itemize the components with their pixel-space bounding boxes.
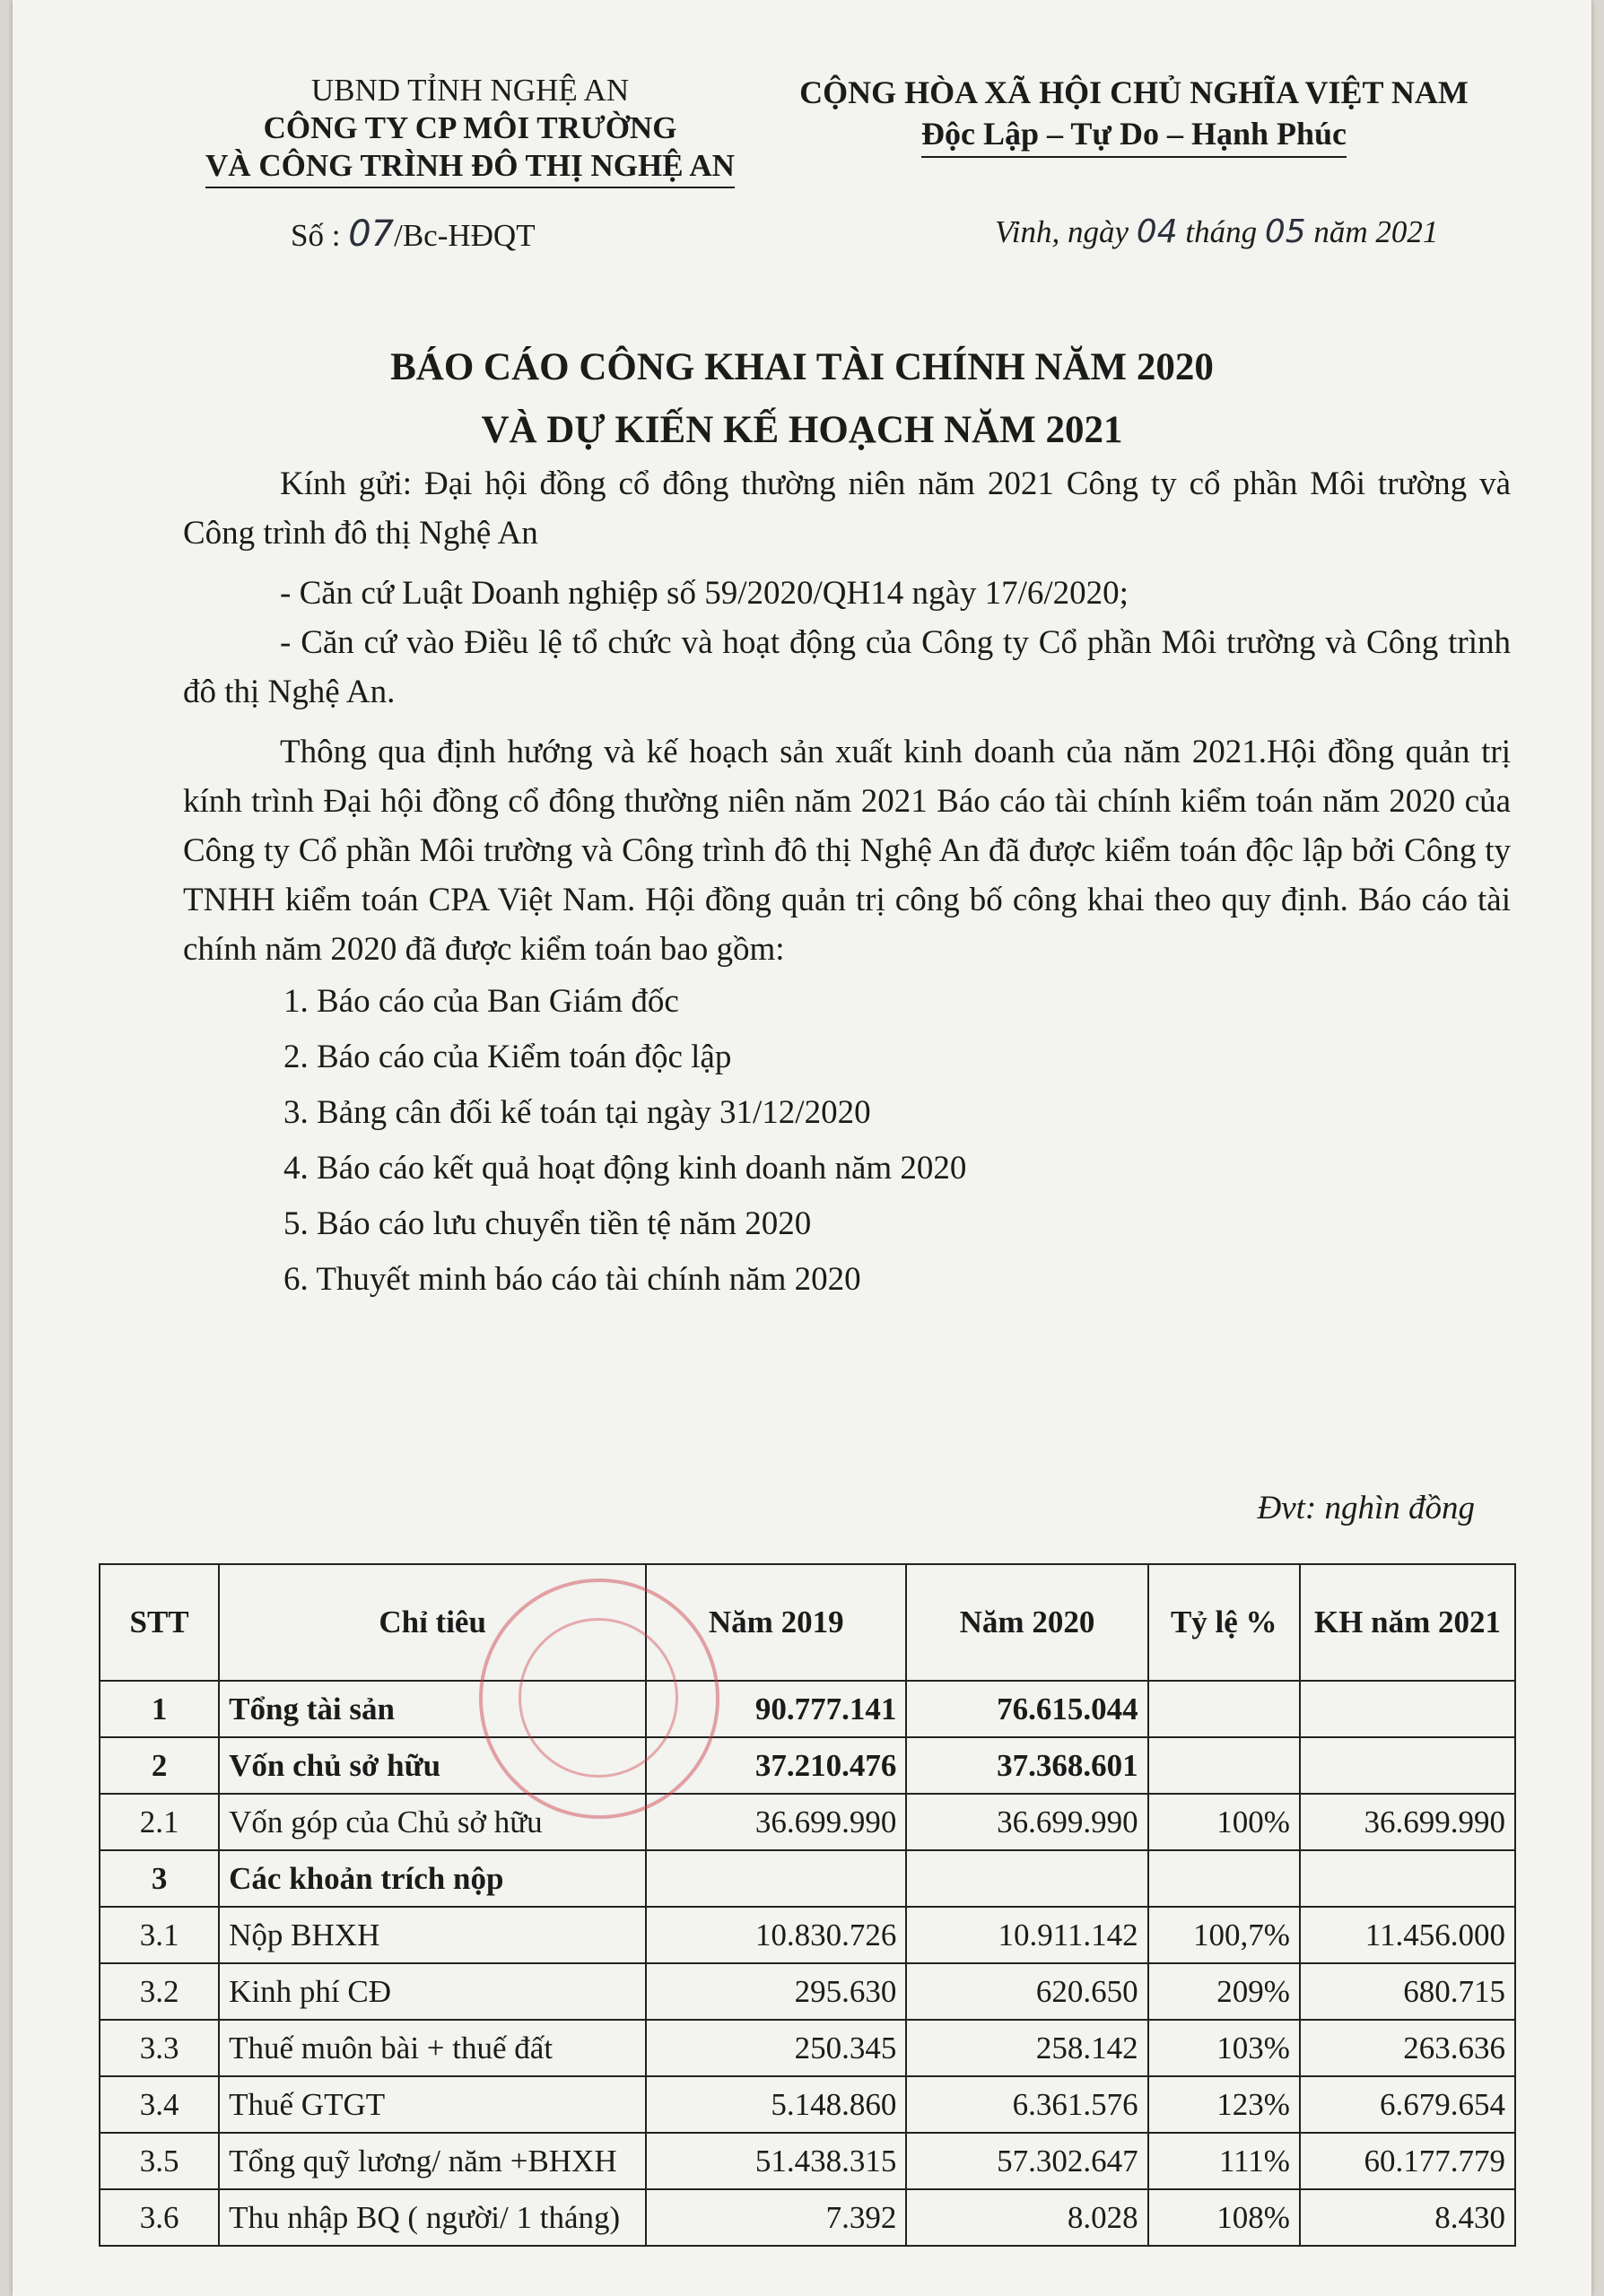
header-indicator: Chỉ tiêu	[219, 1564, 646, 1681]
cell-stt: 2	[100, 1737, 219, 1794]
main-paragraph: Thông qua định hướng và kế hoạch sản xuất kinh doanh của năm 2021.Hội đồng quản trị kính trình Đại hội đồng cổ đông thường niên năm 2021 Báo cáo tài chính kiểm toán năm 2020 của Công ty Cổ phần Môi trường và Công trình đô thị Nghệ An đã được kiểm toán độc lập bởi Công ty TNHH kiểm toán CPA Việt Nam. Hội đồng quản trị công bố công khai theo quy định. Báo cáo tài chính năm 2020 đã được kiểm toán bao gồm:	[183, 734, 1511, 968]
cell-2020	[906, 1850, 1147, 1907]
cell-plan	[1300, 1681, 1515, 1737]
national-header	[757, 72, 1511, 158]
header-plan-2021: KH năm 2021	[1300, 1564, 1515, 1681]
cell-stt: 3.1	[100, 1907, 219, 1963]
cell-2020: 57.302.647	[906, 2133, 1147, 2189]
cell-2020: 76.615.044	[906, 1681, 1147, 1737]
table-row	[100, 2020, 1515, 2076]
company-seal-stamp	[479, 1578, 719, 1819]
cell-plan: 36.699.990	[1300, 1794, 1515, 1850]
header-year-2019: Năm 2019	[646, 1564, 906, 1681]
cell-2020: 10.911.142	[906, 1907, 1147, 1963]
table-header-row	[100, 1564, 1515, 1681]
date-part-b: tháng	[1185, 214, 1258, 249]
list-item: 4. Báo cáo kết quả hoạt động kinh doanh năm 2020	[283, 1150, 967, 1187]
salutation: Kính gửi: Đại hội đồng cổ đông thường niên năm 2021 Công ty cổ phần Môi trường và Công trình đô thị Nghệ An	[183, 465, 1511, 552]
cell-2019	[646, 1850, 906, 1907]
cell-2020: 6.361.576	[906, 2076, 1147, 2133]
cell-stt: 1	[100, 1681, 219, 1737]
list-item: 5. Báo cáo lưu chuyển tiền tệ năm 2020	[283, 1205, 812, 1242]
legal-basis-2: - Căn cứ vào Điều lệ tổ chức và hoạt động của Công ty Cổ phần Môi trường và Công trình đô thị Nghệ An.	[183, 624, 1511, 710]
cell-plan: 680.715	[1300, 1963, 1515, 2020]
cell-stt: 3.4	[100, 2076, 219, 2133]
cell-2019: 36.699.990	[646, 1794, 906, 1850]
cell-ratio: 123%	[1148, 2076, 1300, 2133]
cell-ratio: 209%	[1148, 1963, 1300, 2020]
table-row	[100, 1963, 1515, 2020]
cell-2019: 7.392	[646, 2189, 906, 2246]
issuer-block	[192, 72, 748, 188]
cell-2019: 10.830.726	[646, 1907, 906, 1963]
date-part-a: Vinh, ngày	[995, 214, 1129, 249]
table-row	[100, 1850, 1515, 1907]
table-row	[100, 1681, 1515, 1737]
cell-plan: 11.456.000	[1300, 1907, 1515, 1963]
national-motto: Độc Lập – Tự Do – Hạnh Phúc	[921, 113, 1347, 158]
issue-date	[995, 213, 1438, 250]
cell-2019: 295.630	[646, 1963, 906, 2020]
cell-2020: 620.650	[906, 1963, 1147, 2020]
cell-stt: 3.3	[100, 2020, 219, 2076]
report-body	[183, 459, 1511, 1308]
cell-ratio: 100%	[1148, 1794, 1300, 1850]
cell-ratio	[1148, 1737, 1300, 1794]
table-row	[100, 2133, 1515, 2189]
doc-no-prefix: Số :	[291, 218, 341, 253]
cell-ratio: 108%	[1148, 2189, 1300, 2246]
table-row	[100, 2076, 1515, 2133]
cell-stt: 3.6	[100, 2189, 219, 2246]
cell-2020: 258.142	[906, 2020, 1147, 2076]
report-contents-list	[183, 974, 1511, 1308]
date-day-handwritten: 04	[1136, 213, 1178, 250]
cell-plan	[1300, 1737, 1515, 1794]
cell-2019: 5.148.860	[646, 2076, 906, 2133]
cell-ratio: 100,7%	[1148, 1907, 1300, 1963]
cell-indicator: Vốn góp của Chủ sở hữu	[219, 1794, 646, 1850]
unit-note: Đvt: nghìn đồng	[1257, 1490, 1475, 1526]
cell-indicator: Vốn chủ sở hữu	[219, 1737, 646, 1794]
table-row	[100, 1737, 1515, 1794]
cell-ratio: 111%	[1148, 2133, 1300, 2189]
legal-basis-1: - Căn cứ Luật Doanh nghiệp số 59/2020/QH14 ngày 17/6/2020;	[280, 575, 1129, 612]
date-month-handwritten: 05	[1264, 213, 1306, 250]
header-year-2020: Năm 2020	[906, 1564, 1147, 1681]
list-item: 1. Báo cáo của Ban Giám đốc	[283, 983, 679, 1020]
cell-stt: 3	[100, 1850, 219, 1907]
cell-ratio	[1148, 1681, 1300, 1737]
cell-indicator: Thuế GTGT	[219, 2076, 646, 2133]
cell-plan: 263.636	[1300, 2020, 1515, 2076]
list-item: 6. Thuyết minh báo cáo tài chính năm 2020	[283, 1261, 861, 1298]
cell-ratio: 103%	[1148, 2020, 1300, 2076]
report-title-line-1: BÁO CÁO CÔNG KHAI TÀI CHÍNH NĂM 2020	[390, 346, 1214, 388]
cell-plan: 60.177.779	[1300, 2133, 1515, 2189]
list-item: 2. Báo cáo của Kiểm toán độc lập	[283, 1039, 732, 1075]
cell-2019: 37.210.476	[646, 1737, 906, 1794]
date-part-c: năm 2021	[1313, 214, 1439, 249]
cell-plan: 6.679.654	[1300, 2076, 1515, 2133]
cell-stt: 3.2	[100, 1963, 219, 2020]
cell-indicator: Nộp BHXH	[219, 1907, 646, 1963]
issuer-line-1: UBND TỈNH NGHỆ AN	[310, 73, 630, 108]
issuer-line-2: CÔNG TY CP MÔI TRƯỜNG	[263, 110, 677, 145]
doc-no-suffix: /Bc-HĐQT	[394, 218, 536, 253]
seal-inner-ring	[519, 1618, 678, 1778]
cell-indicator: Tổng tài sản	[219, 1681, 646, 1737]
table-row	[100, 1907, 1515, 1963]
financial-table	[99, 1563, 1516, 2247]
cell-2020: 37.368.601	[906, 1737, 1147, 1794]
cell-indicator: Các khoản trích nộp	[219, 1850, 646, 1907]
table-row	[100, 1794, 1515, 1850]
header-stt: STT	[100, 1564, 219, 1681]
cell-indicator: Kinh phí CĐ	[219, 1963, 646, 2020]
cell-indicator: Thuế muôn bài + thuế đất	[219, 2020, 646, 2076]
cell-2019: 51.438.315	[646, 2133, 906, 2189]
cell-2020: 8.028	[906, 2189, 1147, 2246]
table-row	[100, 2189, 1515, 2246]
nation-name: CỘNG HÒA XÃ HỘI CHỦ NGHĨA VIỆT NAM	[799, 74, 1469, 110]
cell-ratio	[1148, 1850, 1300, 1907]
report-title-line-2: VÀ DỰ KIẾN KẾ HOẠCH NĂM 2021	[481, 409, 1123, 451]
cell-plan: 8.430	[1300, 2189, 1515, 2246]
list-item: 3. Bảng cân đối kế toán tại ngày 31/12/2020	[283, 1094, 871, 1131]
document-page	[13, 0, 1591, 2296]
cell-stt: 3.5	[100, 2133, 219, 2189]
issuer-line-3: VÀ CÔNG TRÌNH ĐÔ THỊ NGHỆ AN	[205, 147, 735, 188]
cell-indicator: Thu nhập BQ ( người/ 1 tháng)	[219, 2189, 646, 2246]
cell-plan	[1300, 1850, 1515, 1907]
cell-2020: 36.699.990	[906, 1794, 1147, 1850]
header-ratio: Tỷ lệ %	[1148, 1564, 1300, 1681]
cell-2019: 90.777.141	[646, 1681, 906, 1737]
cell-indicator: Tổng quỹ lương/ năm +BHXH	[219, 2133, 646, 2189]
cell-stt: 2.1	[100, 1794, 219, 1850]
document-number	[291, 213, 536, 255]
cell-2019: 250.345	[646, 2020, 906, 2076]
doc-no-handwritten: 07	[348, 213, 395, 255]
